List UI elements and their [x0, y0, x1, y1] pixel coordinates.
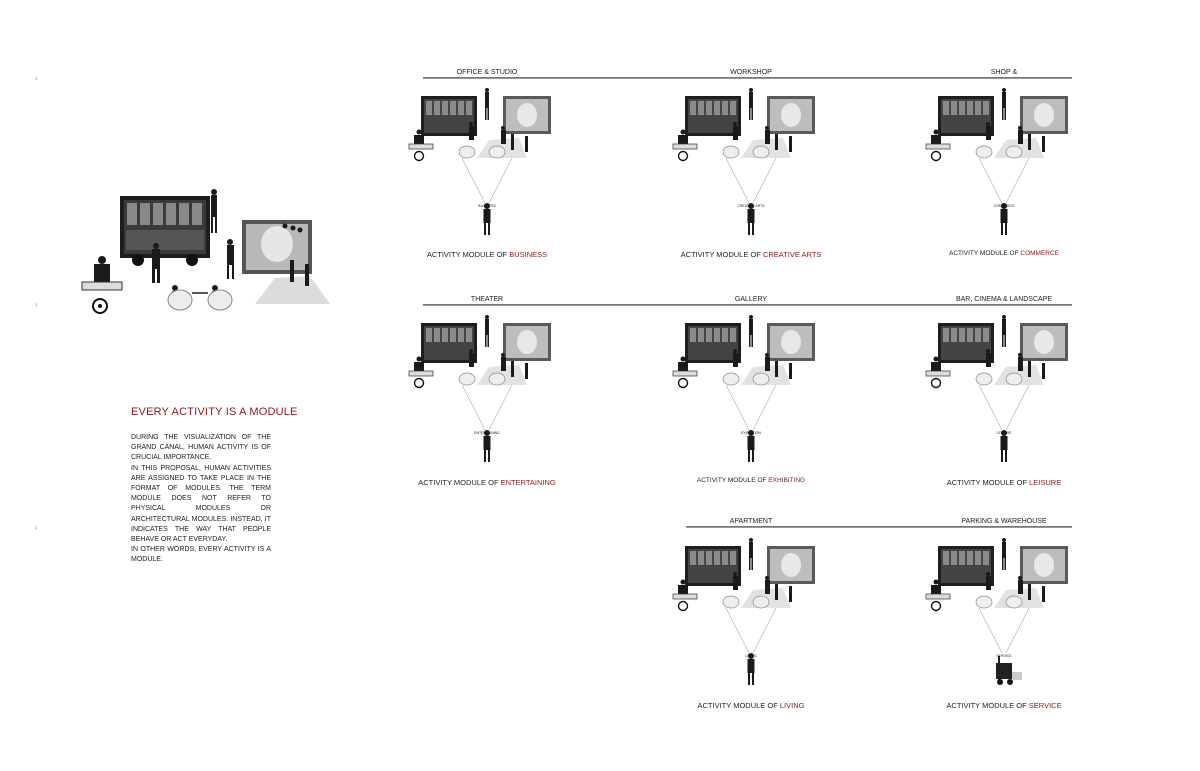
- module-caption: [698, 701, 805, 710]
- projection-beam: [726, 608, 776, 653]
- module-mini-label: LIVING: [745, 654, 757, 658]
- module-collage-image: [407, 315, 567, 490]
- module-scene: [673, 88, 815, 161]
- projection-beam: [979, 608, 1029, 653]
- gallery-wall: [242, 220, 330, 304]
- module-scene: [673, 315, 815, 388]
- module-title: BAR, CINEMA & LANDSCAPE: [955, 296, 1053, 303]
- caption-prefix: ACTIVITY MODULE OF: [696, 477, 769, 484]
- intro-paragraph: DURING THE VISUALIZATION OF THE GRAND CANAL, HUMAN ACTIVITY IS OF CRUCIAL IMPORTANCE.: [131, 434, 271, 462]
- module-title: GALLERY: [734, 296, 768, 303]
- caption-highlight: EXHIBITING: [768, 477, 806, 484]
- module-collage-image: [407, 88, 567, 263]
- module-caption: [681, 250, 822, 259]
- caption-prefix: ACTIVITY MODULE OF: [946, 478, 1030, 487]
- hero-collage-image: [80, 186, 340, 316]
- module-collage-image: [671, 538, 831, 713]
- module-mini-label: SERVICE: [996, 654, 1012, 658]
- module-collage-image: [924, 538, 1084, 713]
- margin-mark: 1: [35, 76, 38, 81]
- projection-beam: [462, 158, 512, 203]
- module-scene: [409, 315, 551, 388]
- module-title: SHOP &: [990, 69, 1018, 76]
- intro-paragraph: IN THIS PROPOSAL, HUMAN ACTIVITIES ARE ASSIGNED TO TAKE PLACE IN THE FORMAT OF MODULES. THE TERM MODULE DOES NOT REFER TO PHYSICAL MODULES OR ARCHITECTURAL MODULES. INSTEAD, IT INDICATES THE WAY THAT PEOPLE BEHAVE OR ACT EVERYDAY.: [131, 464, 271, 544]
- module-mini-label: BUSINESS: [478, 204, 496, 208]
- module-scene: [926, 315, 1068, 388]
- projection-beam: [979, 385, 1029, 430]
- section-divider: [423, 77, 1072, 79]
- cart: [82, 282, 122, 313]
- margin-mark: 1: [35, 525, 38, 530]
- module-mini-label: ENTERTAINING: [474, 431, 500, 435]
- module-caption: [949, 250, 1059, 257]
- caption-prefix: ACTIVITY MODULE OF: [426, 250, 510, 259]
- module-mini-label: EXHIBITION: [741, 431, 761, 435]
- caption-highlight: CREATIVE ARTS: [762, 250, 822, 259]
- caption-highlight: LIVING: [779, 701, 805, 710]
- margin-mark: 1: [35, 302, 38, 307]
- module-title: APARTMENT: [729, 518, 773, 525]
- module-title: OFFICE & STUDIO: [456, 69, 518, 76]
- module-collage-image: [671, 315, 831, 490]
- module-scene: [409, 88, 551, 161]
- module-scene: [673, 538, 815, 611]
- container-truck: [120, 196, 210, 266]
- module-title: WORKSHOP: [730, 69, 772, 76]
- projection-beam: [726, 158, 776, 203]
- caption-highlight: LEISURE: [1029, 478, 1062, 487]
- module-caption: [427, 250, 547, 259]
- module-collage-image: [924, 315, 1084, 490]
- module-collage-image: [924, 88, 1084, 263]
- caption-prefix: ACTIVITY MODULE OF: [946, 701, 1029, 710]
- intro-paragraph: IN OTHER WORDS, EVERY ACTIVITY IS A MODULE.: [131, 546, 271, 564]
- section-divider: [686, 526, 1072, 528]
- projection-beam: [462, 385, 512, 430]
- module-scene: [926, 88, 1068, 161]
- projection-beam: [979, 158, 1029, 203]
- caption-prefix: ACTIVITY MODULE OF: [697, 701, 780, 710]
- module-title: PARKING & WAREHOUSE: [961, 518, 1047, 525]
- module-mini-label: COMMERCE: [993, 204, 1015, 208]
- intro-headline: EVERY ACTIVITY IS A MODULE: [131, 406, 298, 418]
- chairs: [168, 290, 232, 310]
- module-caption: [947, 478, 1061, 487]
- module-scene: [926, 538, 1068, 611]
- projection-beam: [726, 385, 776, 430]
- caption-highlight: ENTERTAINING: [500, 478, 556, 487]
- module-caption: [946, 701, 1061, 710]
- caption-highlight: COMMERCE: [1020, 250, 1060, 257]
- section-divider: [423, 304, 1072, 306]
- module-caption: [697, 477, 805, 484]
- module-collage-image: [671, 88, 831, 263]
- caption-prefix: ACTIVITY MODULE OF: [418, 478, 501, 487]
- caption-highlight: SERVICE: [1028, 701, 1062, 710]
- intro-body: [131, 433, 271, 566]
- module-caption: [418, 478, 556, 487]
- module-mini-label: LEISURE: [996, 431, 1012, 435]
- module-title: THEATER: [470, 296, 504, 303]
- caption-prefix: ACTIVITY MODULE OF: [948, 250, 1021, 257]
- caption-prefix: ACTIVITY MODULE OF: [680, 250, 763, 259]
- forklift-figure: [996, 656, 1022, 685]
- caption-highlight: BUSINESS: [509, 250, 548, 259]
- module-mini-label: CREATIVE ARTS: [737, 204, 765, 208]
